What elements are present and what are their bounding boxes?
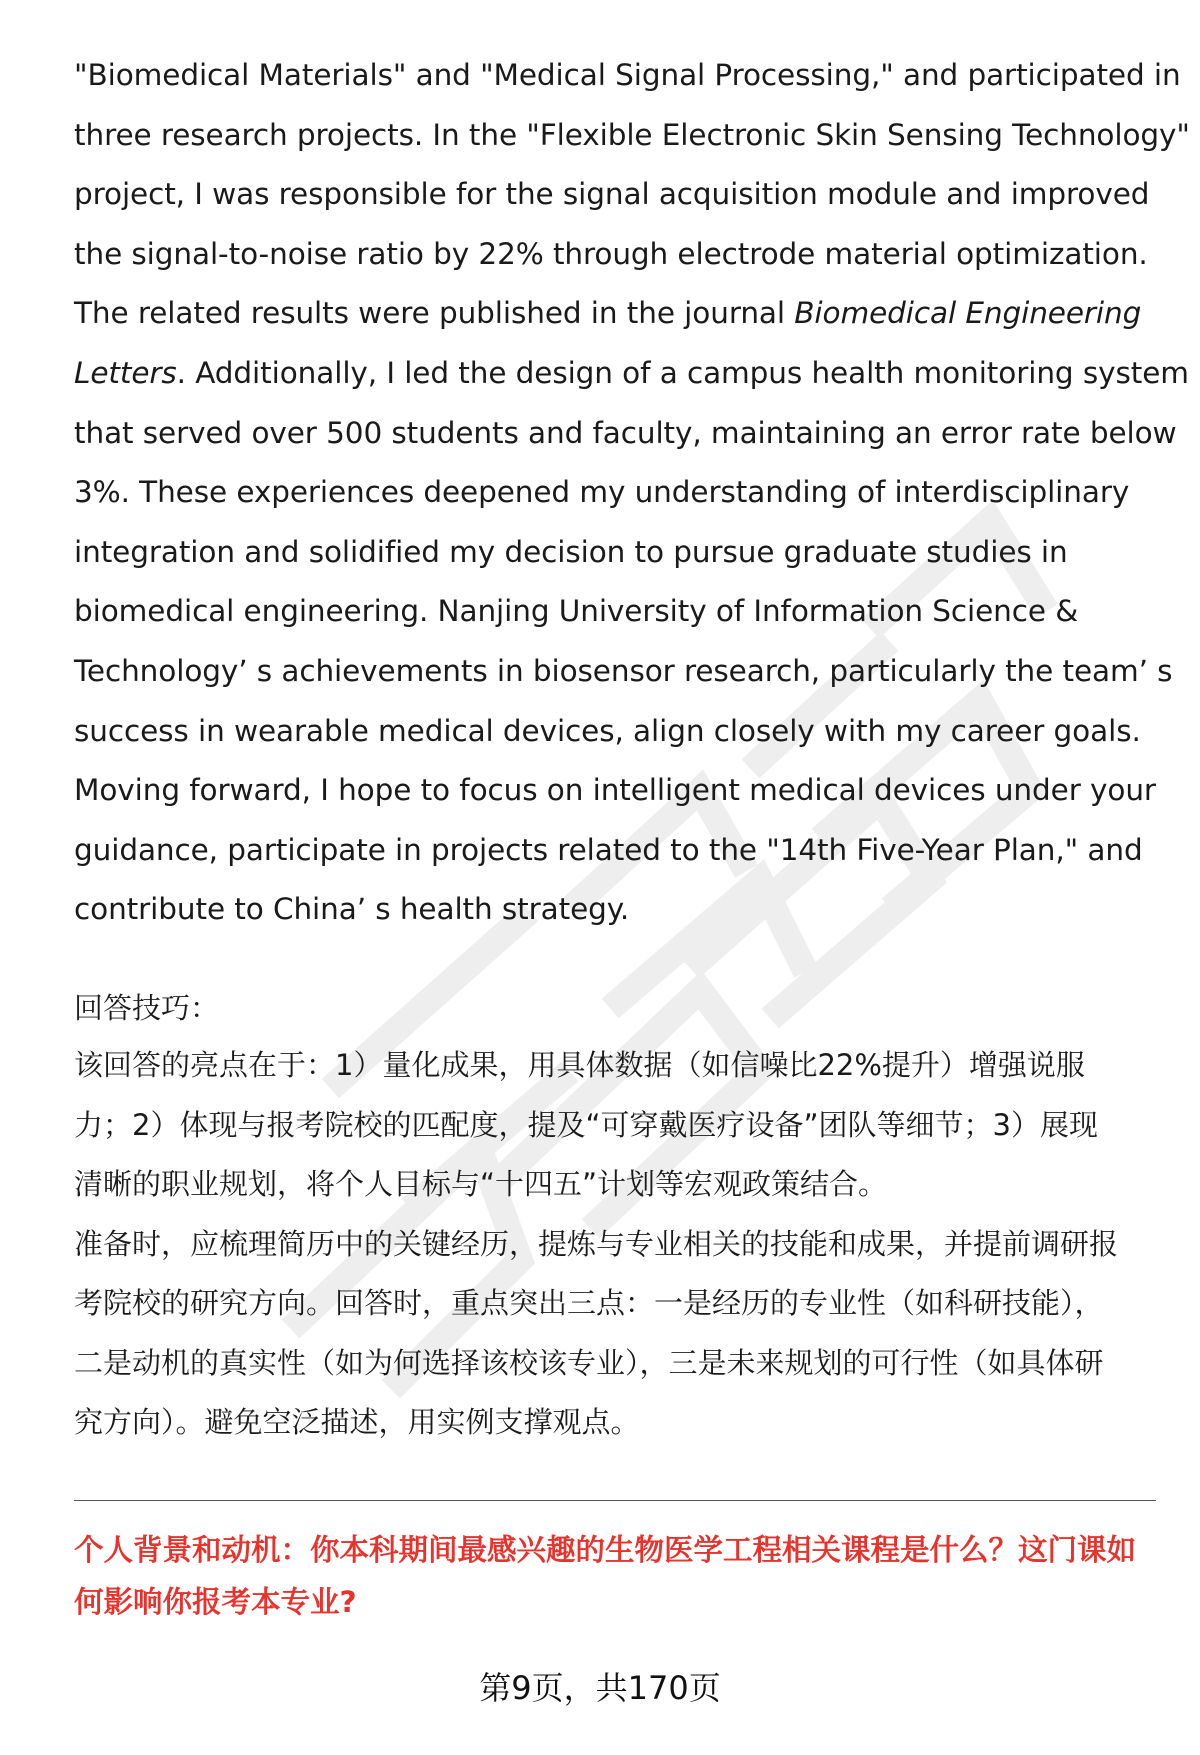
tips-line: 力；2）体现与报考院校的匹配度，提及“可穿戴医疗设备”团队等细节；3）展现 [74,1107,1098,1142]
answer-paragraph [74,46,1190,940]
answer-line: "Biomedical Materials" and "Medical Signal Processing," and participated in [74,58,1181,92]
question-line: 何影响你报考本专业? [74,1585,357,1619]
tips-line: 二是动机的真实性（如为何选择该校该专业），三是未来规划的可行性（如具体研 [74,1345,1104,1380]
answer-line: three research projects. In the "Flexible Electronic Skin Sensing Technology" [74,117,1190,152]
answer-line: that served over 500 students and faculty, maintaining an error rate below [74,415,1177,450]
tips-paragraph-2 [74,1215,1154,1453]
page-number: 第9页，共170页 [479,1669,721,1707]
answer-text: The related results were published in the journal [74,296,795,331]
tips-line: 准备时，应梳理简历中的关键经历，提炼与专业相关的技能和成果，并提前调研报 [74,1226,1119,1261]
section-divider [74,1500,1156,1501]
journal-title: Biomedical Engineering [794,296,1142,331]
tips-line: 考院校的研究方向。回答时，重点突出三点：一是经历的专业性（如科研技能）， [74,1286,1104,1321]
tips-line: 究方向）。避免空泛描述，用实例支撑观点。 [74,1405,640,1440]
answer-line: 3%. These experiences deepened my understanding of interdisciplinary [74,475,1130,510]
answer-line: project, I was responsible for the signal acquisition module and improved [74,177,1150,212]
answer-text: . Additionally, I led the design of a campus health monitoring system [176,355,1189,390]
answer-line: Moving forward, I hope to focus on intelligent medical devices under your [74,773,1156,808]
answer-line: integration and solidified my decision to pursue graduate studies in [74,534,1068,569]
tips-line: 该回答的亮点在于：1）量化成果，用具体数据（如信噪比22%提升）增强说服 [74,1047,1085,1082]
question-line: 个人背景和动机：你本科期间最感兴趣的生物医学工程相关课程是什么？这门课如 [74,1533,1137,1567]
answer-line: Technology’ s achievements in biosensor research, particularly the team’ s [74,653,1173,688]
journal-title: Letters [74,355,177,390]
page-content [74,46,1190,1453]
answer-line: guidance, participate in projects related to the "14th Five-Year Plan," and [74,832,1143,867]
answer-line: contribute to China’ s health strategy. [74,892,630,927]
next-question-heading [74,1524,1164,1628]
answer-line: biomedical engineering. Nanjing University of Information Science & [74,594,1079,629]
answer-line: success in wearable medical devices, align closely with my career goals. [74,713,1141,748]
answer-line: the signal-to-noise ratio by 22% through electrode material optimization. [74,236,1148,271]
answer-line [74,344,1189,404]
tips-paragraph-1 [74,1036,1154,1215]
tips-line: 清晰的职业规划，将个人目标与“十四五”计划等宏观政策结合。 [74,1167,888,1202]
tips-heading: 回答技巧： [74,990,220,1025]
answer-line [74,284,1154,344]
